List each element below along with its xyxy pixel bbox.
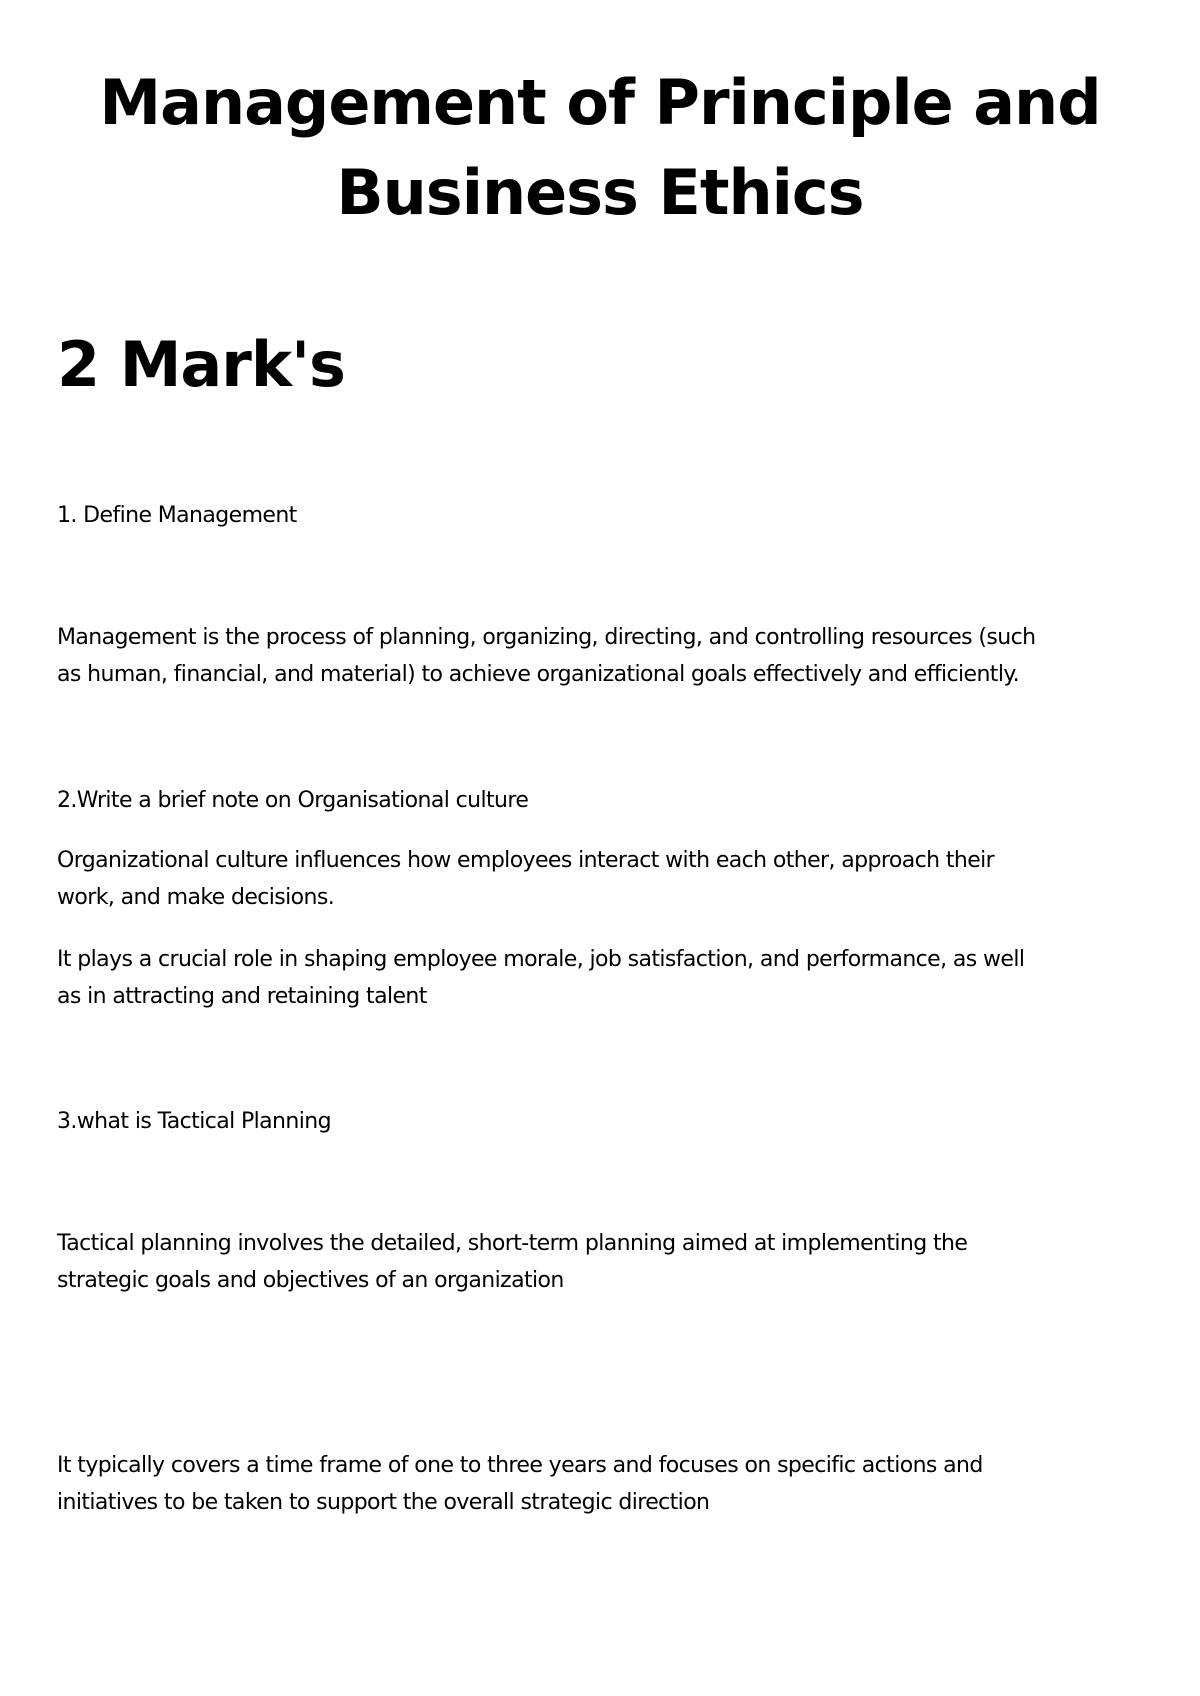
document-title: Management of Principle and Business Ethics — [99, 66, 1101, 229]
answer-2-paragraph-2: It plays a crucial role in shaping employee morale, job satisfaction, and performance, as well as in attracting and retaining talent — [57, 947, 1025, 1009]
question-1: 1. Define Management — [57, 503, 297, 528]
answer-3-paragraph-2: It typically covers a time frame of one to three years and focuses on specific actions and initiatives to be taken to support the overall strategic direction — [57, 1453, 983, 1515]
question-3: 3.what is Tactical Planning — [57, 1109, 331, 1134]
answer-1: Management is the process of planning, organizing, directing, and controlling resources (such as human, financial, and material) to achieve organizational goals effectively and efficiently. — [57, 625, 1036, 687]
answer-2-paragraph-1: Organizational culture influences how employees interact with each other, approach their work, and make decisions. — [57, 848, 995, 910]
question-2: 2.Write a brief note on Organisational culture — [57, 788, 529, 813]
answer-3-paragraph-1: Tactical planning involves the detailed, short-term planning aimed at implementing the strategic goals and objectives of an organization — [57, 1231, 968, 1293]
section-heading: 2 Mark's — [57, 328, 345, 401]
